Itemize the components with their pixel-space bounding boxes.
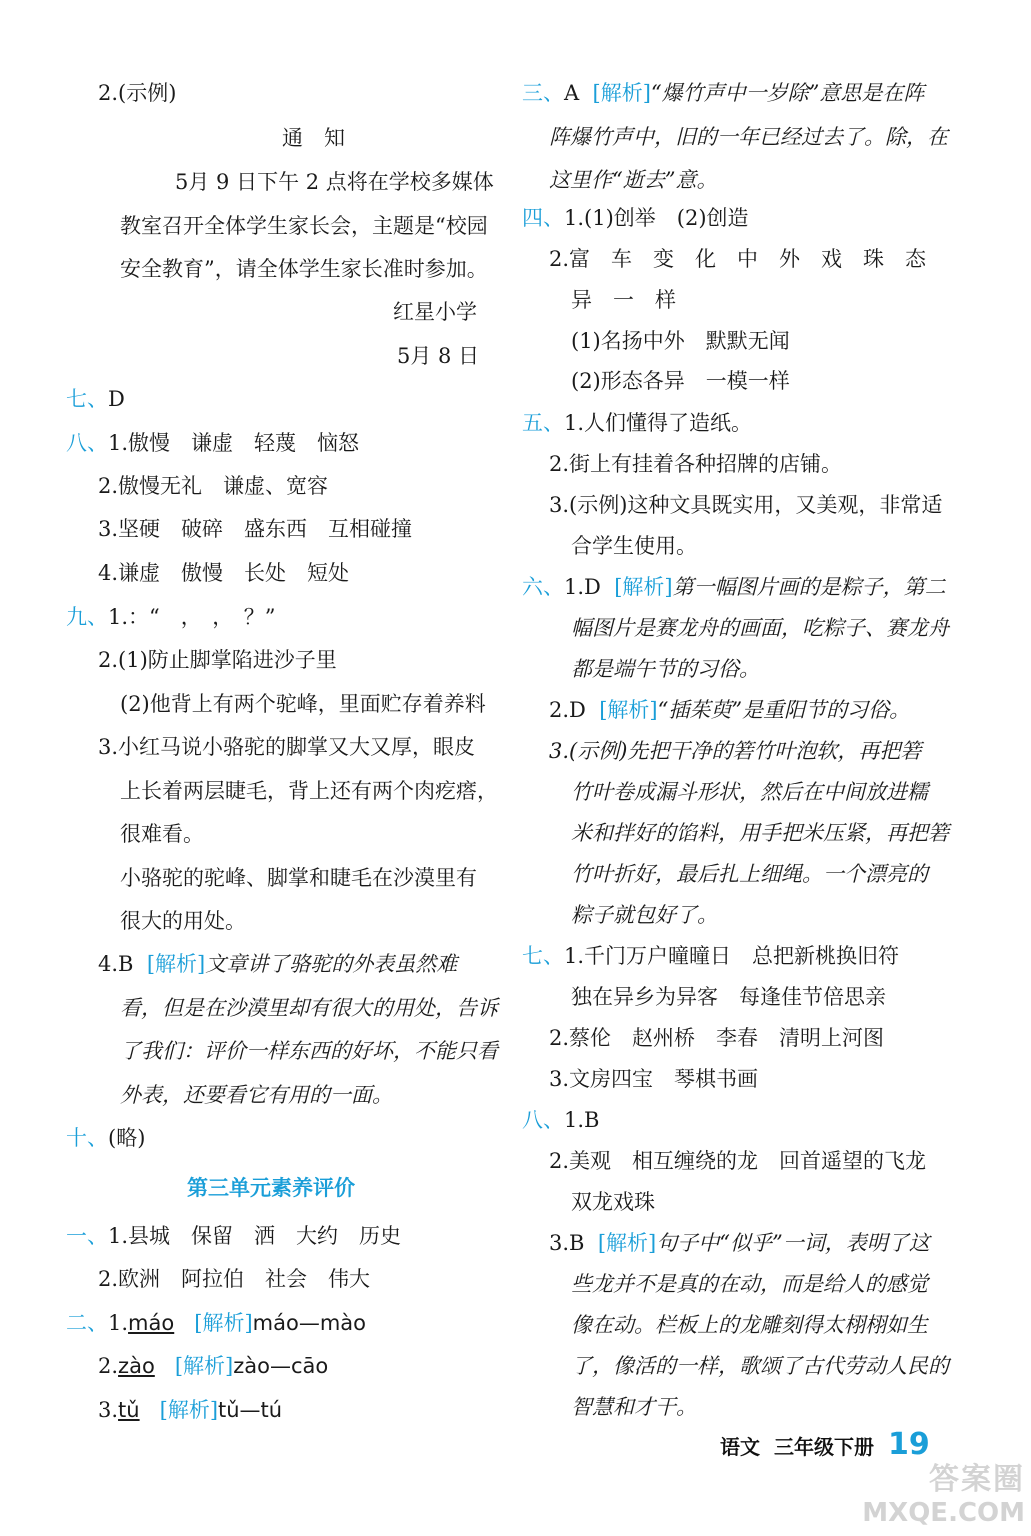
handwritten-text: 句子中“似乎”一词，表明了这 [656,1231,930,1255]
answer-line: 双龙戏珠 [571,1190,655,1214]
answer-line: 3.(示例)这种文具既实用，又美观，非常适 [549,493,943,517]
answer-text: 1.人们懂得了造纸。 [564,411,753,435]
answer-text: A [564,81,580,105]
handwritten-text: 幅图片是赛龙舟的画面，吃粽子、赛龙舟 [571,616,949,640]
answer-line [66,1226,401,1247]
section-number: 七、 [66,387,108,411]
section-number: 九、 [66,605,108,629]
section-number: 四、 [522,206,564,230]
answer-line: (1)名扬中外 默默无闻 [571,329,790,353]
section-number: 六、 [522,575,564,599]
answer-text: D [108,387,125,411]
answer-line: 3.文房四宝 琴棋书画 [549,1067,759,1091]
notice-signature: 红星小学 [393,300,477,324]
answer-line: 2.(1)防止脚掌陷进沙子里 [98,648,337,672]
answer-line [66,1313,366,1334]
answer-line [98,1400,282,1421]
answer-line [522,577,946,598]
answer-text: 2.D [549,698,586,722]
answer-line: 4.谦虚 傲慢 长处 短处 [98,561,350,585]
pinyin-text: máo [128,1311,175,1335]
handwritten-text: 粽子就包好了。 [571,903,718,927]
section-number: 七、 [522,944,564,968]
handwritten-text: 了，像活的一样，歌颂了古代劳动人民的 [571,1354,949,1378]
pinyin-text: tǔ [118,1398,140,1422]
answer-line: 3.坚硬 破碎 盛东西 互相碰撞 [98,517,413,541]
section-number: 八、 [522,1108,564,1132]
handwritten-text: 第一幅图片画的是粽子，第二 [672,575,946,599]
handwritten-text: 智慧和才干。 [571,1395,697,1419]
answer-line: 异 一 样 [571,288,676,312]
section-number: 五、 [522,411,564,435]
handwritten-text: 竹叶折好，最后扎上细绳。一个漂亮的 [571,862,928,886]
handwritten-text: 文章讲了骆驼的外表虽然难 [205,952,458,976]
watermark-text: 答案圈 [929,1462,1025,1497]
handwritten-text: 看，但是在沙漠里却有很大的用处，告诉 [120,996,498,1020]
pinyin-text: zào—cāo [233,1354,329,1378]
answer-text: 1. [108,1311,129,1335]
answer-line [549,1233,930,1254]
answer-line: 独在异乡为异客 每逢佳节倍思亲 [571,985,886,1009]
pinyin-text: tǔ—tú [218,1398,283,1422]
answer-line [66,1128,145,1149]
handwritten-text: 阵爆竹声中，旧的一年已经过去了。除，在 [549,125,948,149]
pinyin-text: máo—mào [252,1311,367,1335]
answer-line [66,607,276,628]
answer-line [66,433,359,454]
watermark-logo [862,1454,1025,1528]
analysis-tag: [解析] [146,952,206,976]
answer-text: 1.千门万户曈曈日 总把新桃换旧符 [564,944,900,968]
answer-text: 1.县城 保留 洒 大约 历史 [108,1224,402,1248]
answer-line [522,413,752,434]
handwritten-text: “爆竹声中一岁除”意思是在阵 [650,81,925,105]
page-number: 19 [888,1427,930,1462]
answer-line: 上长着两层睫毛，背上还有两个肉疙瘩， [120,779,498,803]
handwritten-text: 些龙并不是真的在动，而是给人的感觉 [571,1272,928,1296]
notice-text: 安全教育”，请全体学生家长准时参加。 [120,257,488,281]
footer-grade: 三年级下册 [774,1435,874,1459]
watermark-url: MXQE.COM [862,1498,1025,1528]
notice-title: 通 知 [282,126,345,150]
answer-text: 1.傲慢 谦虚 轻蔑 恼怒 [108,431,360,455]
answer-line: 2.欧洲 阿拉伯 社会 伟大 [98,1267,371,1291]
answer-line [522,83,924,104]
analysis-tag: [解析] [159,1398,219,1422]
answer-line [522,946,899,967]
answer-line: (2)形态各异 一模一样 [571,369,790,393]
section-number: 十、 [66,1126,108,1150]
section-number: 二、 [66,1311,108,1335]
answer-line [98,1356,328,1377]
notice-date: 5月 8 日 [397,344,480,368]
answer-text: 1.B [564,1108,600,1132]
answer-line: 2.(示例) [98,81,177,105]
answer-text: 3.B [549,1231,585,1255]
footer-subject: 语文 [720,1435,760,1459]
answer-line: 2.美观 相互缠绕的龙 回首遥望的飞龙 [549,1149,927,1173]
analysis-tag: [解析] [599,698,658,722]
analysis-tag: [解析] [174,1354,234,1378]
answer-line: 小骆驼的驼峰、脚掌和睫毛在沙漠里有 [120,866,477,890]
answer-line [66,389,125,410]
answer-line [522,1110,599,1131]
handwritten-text: 外表，还要看它有用的一面。 [120,1083,393,1107]
handwritten-text: 像在动。栏板上的龙雕刻得太栩栩如生 [571,1313,928,1337]
analysis-tag: [解析] [597,1231,657,1255]
answer-line: 2.傲慢无礼 谦虚、宽容 [98,474,329,498]
notice-text: 5月 9 日下午 2 点将在学校多媒体 [175,170,494,194]
answer-text: 1.(1)创举 (2)创造 [564,206,749,230]
answer-text: (略) [108,1126,146,1150]
analysis-tag: [解析] [614,575,673,599]
section-number: 一、 [66,1224,108,1248]
answer-line [522,208,749,229]
answer-line: 2.街上有挂着各种招牌的店铺。 [549,452,843,476]
answer-line: 很大的用处。 [120,909,246,933]
handwritten-text: 都是端午节的习俗。 [571,657,760,681]
handwritten-text: 这里作“逝去”意。 [549,168,718,192]
handwritten-text: 了我们：评价一样东西的好坏，不能只看 [120,1039,498,1063]
answer-text: 1.D [564,575,601,599]
handwritten-text: 3.(示例)先把干净的箬竹叶泡软，再把箬 [549,739,922,763]
answer-text: 1.：“ ， ， ？” [108,605,276,629]
answer-text: 4.B [98,952,134,976]
handwritten-text: 竹叶卷成漏斗形状，然后在中间放进糯 [571,780,928,804]
answer-line: 3.小红马说小骆驼的脚掌又大又厚，眼皮 [98,735,476,759]
analysis-tag: [解析] [592,81,651,105]
unit-title: 第三单元素养评价 [187,1176,355,1200]
handwritten-text: 米和拌好的馅料，用手把米压紧，再把箬 [571,821,949,845]
notice-text: 教室召开全体学生家长会，主题是“校园 [120,214,488,238]
answer-line: (2)他背上有两个驼峰，里面贮存着养料 [120,692,486,716]
answer-text: 3. [98,1398,119,1422]
analysis-tag: [解析] [194,1311,253,1335]
answer-line [549,700,910,721]
answer-line [98,954,457,975]
section-number: 三、 [522,81,564,105]
answer-line: 合学生使用。 [571,534,697,558]
answer-line [549,741,921,762]
section-number: 八、 [66,431,108,455]
pinyin-text: zào [118,1354,155,1378]
answer-line: 2.蔡伦 赵州桥 李春 清明上河图 [549,1026,885,1050]
handwritten-text: “插茱萸”是重阳节的习俗。 [657,698,911,722]
answer-text: 2. [98,1354,119,1378]
answer-line: 很难看。 [120,822,204,846]
answer-line: 2.富 车 变 化 中 外 戏 珠 态 [549,247,927,271]
